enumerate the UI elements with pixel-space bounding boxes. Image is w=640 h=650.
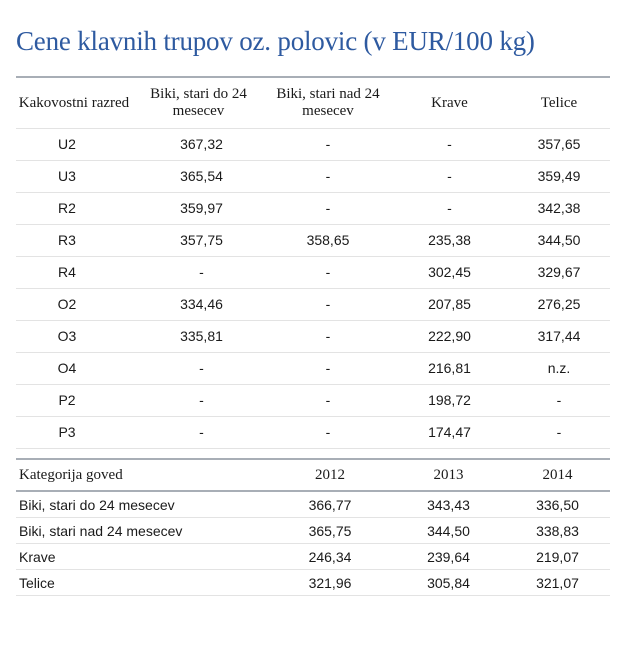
table-row — [16, 129, 610, 161]
table-cell: 365,75 — [268, 518, 392, 544]
table-cell: 357,65 — [508, 129, 610, 161]
table-cell: 338,83 — [505, 518, 610, 544]
table-cell: 174,47 — [391, 417, 508, 449]
column-header: Kakovostni razred — [16, 77, 132, 129]
table-cell: - — [132, 417, 265, 449]
table-cell: P2 — [16, 385, 132, 417]
table-cell: 336,50 — [505, 491, 610, 518]
table-row — [16, 225, 610, 257]
table-cell: R3 — [16, 225, 132, 257]
table-cell: - — [265, 129, 391, 161]
table-cell: 335,81 — [132, 321, 265, 353]
column-header: 2012 — [268, 459, 392, 491]
table-cell: - — [265, 289, 391, 321]
table-row — [16, 518, 610, 544]
table-cell: Telice — [16, 570, 268, 596]
column-header: Krave — [391, 77, 508, 129]
table-cell: 334,46 — [132, 289, 265, 321]
table-cell: - — [265, 353, 391, 385]
table-row — [16, 289, 610, 321]
table-cell: 321,96 — [268, 570, 392, 596]
table-cell: Biki, stari do 24 mesecev — [16, 491, 268, 518]
table-cell: 342,38 — [508, 193, 610, 225]
table-cell: 344,50 — [392, 518, 505, 544]
table-cell: 216,81 — [391, 353, 508, 385]
table-cell: O2 — [16, 289, 132, 321]
table-cell: 305,84 — [392, 570, 505, 596]
table-row — [16, 385, 610, 417]
table-cell: Krave — [16, 544, 268, 570]
table-cell: 222,90 — [391, 321, 508, 353]
table-cell: 198,72 — [391, 385, 508, 417]
column-header: Telice — [508, 77, 610, 129]
table-cell: 219,07 — [505, 544, 610, 570]
table-cell: 367,32 — [132, 129, 265, 161]
table-cell: - — [391, 193, 508, 225]
table-cell: - — [265, 257, 391, 289]
table-cell: - — [265, 193, 391, 225]
table-row — [16, 544, 610, 570]
table-cell: 365,54 — [132, 161, 265, 193]
table-cell: - — [508, 385, 610, 417]
table-cell: - — [508, 417, 610, 449]
table-row — [16, 570, 610, 596]
table-body — [16, 491, 610, 596]
table-cell: - — [132, 257, 265, 289]
table-cell: 207,85 — [391, 289, 508, 321]
table-header-row — [16, 77, 610, 129]
table-header-row — [16, 459, 610, 491]
table-row — [16, 491, 610, 518]
table-cell: O3 — [16, 321, 132, 353]
table-cell: P3 — [16, 417, 132, 449]
table-cell: 357,75 — [132, 225, 265, 257]
table-cell: 359,97 — [132, 193, 265, 225]
table-cell: 359,49 — [508, 161, 610, 193]
table-row — [16, 321, 610, 353]
quality-price-table — [16, 76, 610, 449]
table-row — [16, 193, 610, 225]
table-cell: U3 — [16, 161, 132, 193]
table-cell: 302,45 — [391, 257, 508, 289]
table-row — [16, 353, 610, 385]
table-row — [16, 161, 610, 193]
table-cell: R4 — [16, 257, 132, 289]
table-cell: 276,25 — [508, 289, 610, 321]
table-cell: - — [265, 385, 391, 417]
table-cell: - — [132, 385, 265, 417]
table-cell: R2 — [16, 193, 132, 225]
column-header: Biki, stari do 24 mesecev — [132, 77, 265, 129]
table-cell: 246,34 — [268, 544, 392, 570]
table-cell: 329,67 — [508, 257, 610, 289]
table-cell: - — [391, 129, 508, 161]
table-cell: O4 — [16, 353, 132, 385]
table-cell: - — [391, 161, 508, 193]
table-cell: - — [132, 353, 265, 385]
table-cell: - — [265, 161, 391, 193]
column-header: 2013 — [392, 459, 505, 491]
table-cell: - — [265, 321, 391, 353]
table-cell: U2 — [16, 129, 132, 161]
table-cell: n.z. — [508, 353, 610, 385]
table-cell: 239,64 — [392, 544, 505, 570]
table-cell: 235,38 — [391, 225, 508, 257]
column-header: Kategorija goved — [16, 459, 268, 491]
category-price-table — [16, 458, 610, 596]
table-cell: 358,65 — [265, 225, 391, 257]
table-row — [16, 417, 610, 449]
table-row — [16, 257, 610, 289]
table-cell: Biki, stari nad 24 mesecev — [16, 518, 268, 544]
page-title: Cene klavnih trupov oz. polovic (v EUR/100 kg) — [16, 26, 535, 56]
column-header: Biki, stari nad 24 mesecev — [265, 77, 391, 129]
table-cell: 344,50 — [508, 225, 610, 257]
table-cell: 317,44 — [508, 321, 610, 353]
column-header: 2014 — [505, 459, 610, 491]
table-cell: 321,07 — [505, 570, 610, 596]
table-cell: 343,43 — [392, 491, 505, 518]
table-cell: - — [265, 417, 391, 449]
table-cell: 366,77 — [268, 491, 392, 518]
table-body — [16, 129, 610, 449]
